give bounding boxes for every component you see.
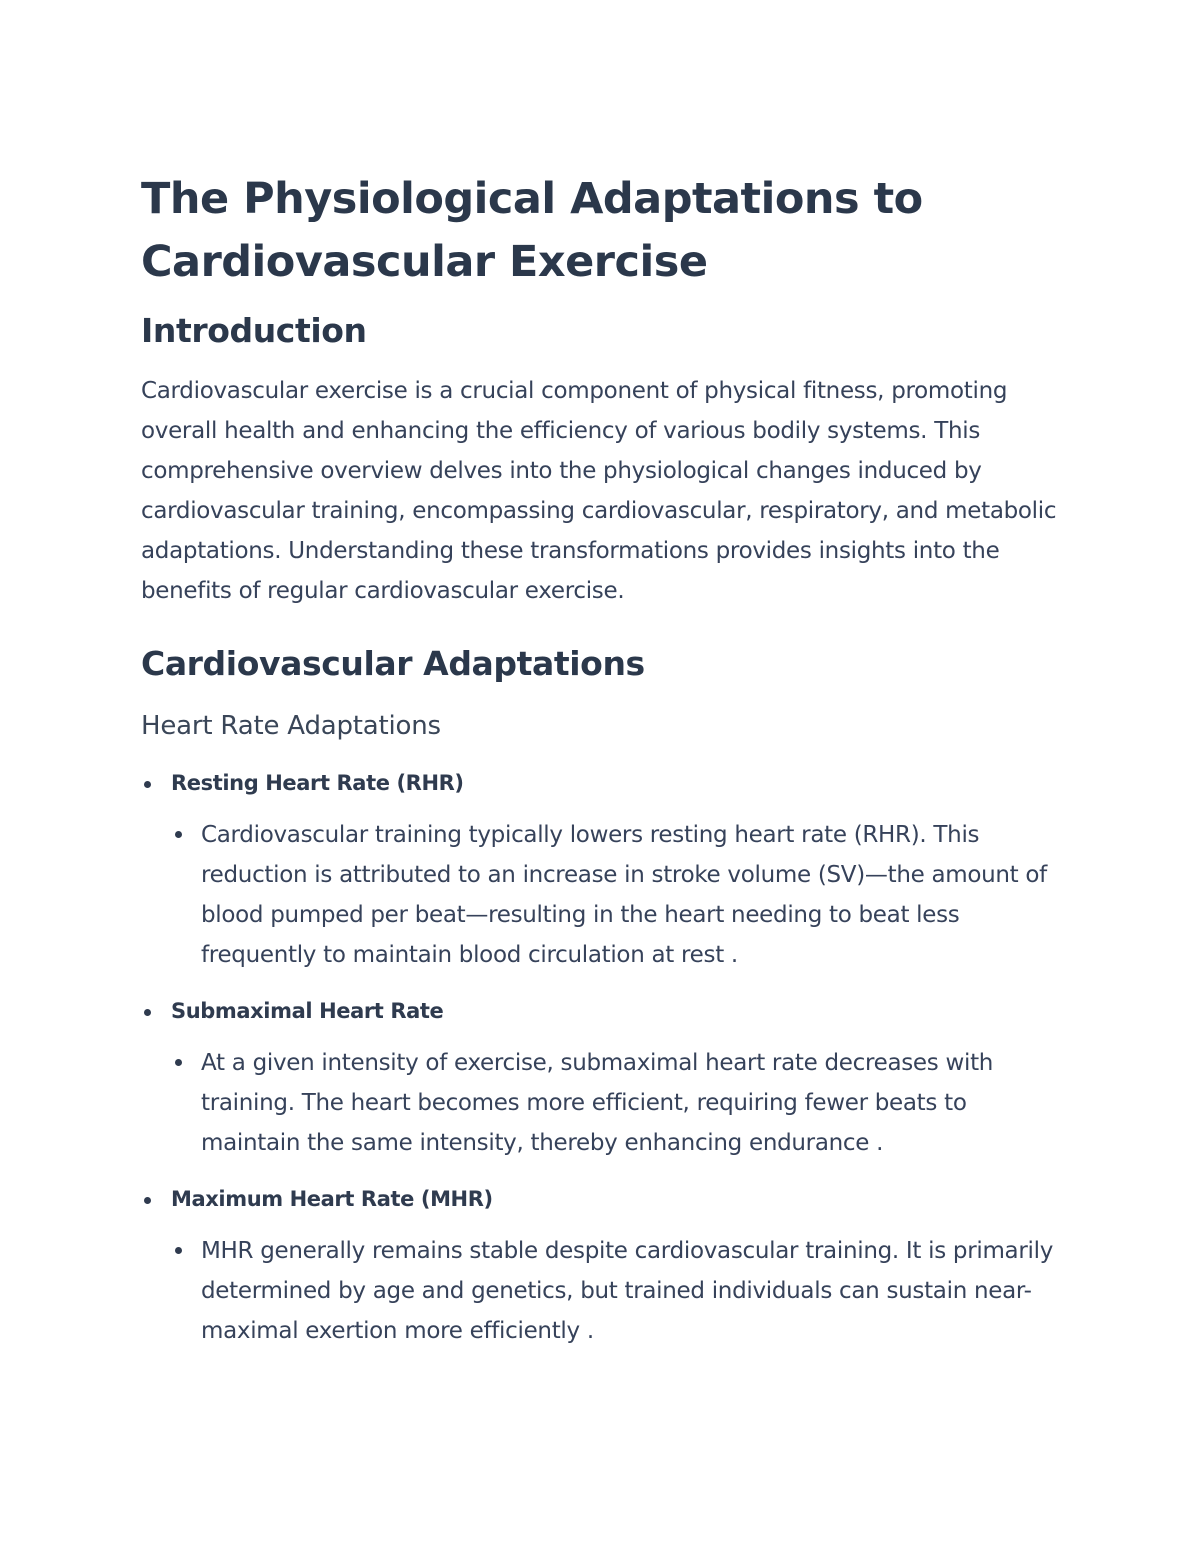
- sub-list-item-text: MHR generally remains stable despite cardiovascular training. It is primarily determined by age and genetics, but trained individuals can sustain near-maximal exertion more efficiently .: [201, 1238, 1054, 1344]
- list-item-label: Maximum Heart Rate (MHR): [171, 1187, 493, 1211]
- introduction-paragraph: Cardiovascular exercise is a crucial component of physical fitness, promoting overall health and enhancing the efficiency of various bodily systems. This comprehensive overview delves into the physiological changes induced by cardiovascular training, encompassing cardiovascular, respiratory, and metabolic adaptations. Understanding these transformations provides insights into the benefits of regular cardiovascular exercise.: [141, 378, 1057, 604]
- sub-list: [171, 815, 1066, 975]
- bullet-icon: [175, 831, 182, 838]
- sub-list-item: [171, 815, 1066, 975]
- bullet-icon: [175, 1247, 182, 1254]
- list-item: [141, 767, 1066, 975]
- heart-rate-adaptations-subheading: Heart Rate Adaptations: [141, 711, 441, 741]
- sub-list-item: [171, 1231, 1066, 1351]
- sub-list: [171, 1043, 1066, 1163]
- bullet-icon: [144, 781, 151, 788]
- cardiovascular-adaptations-heading: Cardiovascular Adaptations: [141, 644, 645, 683]
- bullet-icon: [144, 1009, 151, 1016]
- sub-list-item-text: At a given intensity of exercise, submaximal heart rate decreases with training. The heart becomes more efficient, requiring fewer beats to maintain the same intensity, thereby enhancing endurance .: [201, 1050, 994, 1156]
- list-item-label: Submaximal Heart Rate: [171, 999, 444, 1023]
- heart-rate-list: [141, 767, 1066, 1351]
- list-item: [141, 995, 1066, 1163]
- bullet-icon: [175, 1059, 182, 1066]
- bullet-icon: [144, 1197, 151, 1204]
- introduction-heading: Introduction: [141, 311, 367, 350]
- document-page: [141, 168, 1066, 1371]
- list-item-label: Resting Heart Rate (RHR): [171, 771, 464, 795]
- sub-list-item: [171, 1043, 1066, 1163]
- list-item: [141, 1183, 1066, 1351]
- sub-list-item-text: Cardiovascular training typically lowers resting heart rate (RHR). This reduction is attributed to an increase in stroke volume (SV)—the amount of blood pumped per beat—resulting in the heart needing to beat less frequently to maintain blood circulation at rest .: [201, 822, 1047, 968]
- document-title: The Physiological Adaptations to Cardiovascular Exercise: [141, 174, 923, 287]
- sub-list: [171, 1231, 1066, 1351]
